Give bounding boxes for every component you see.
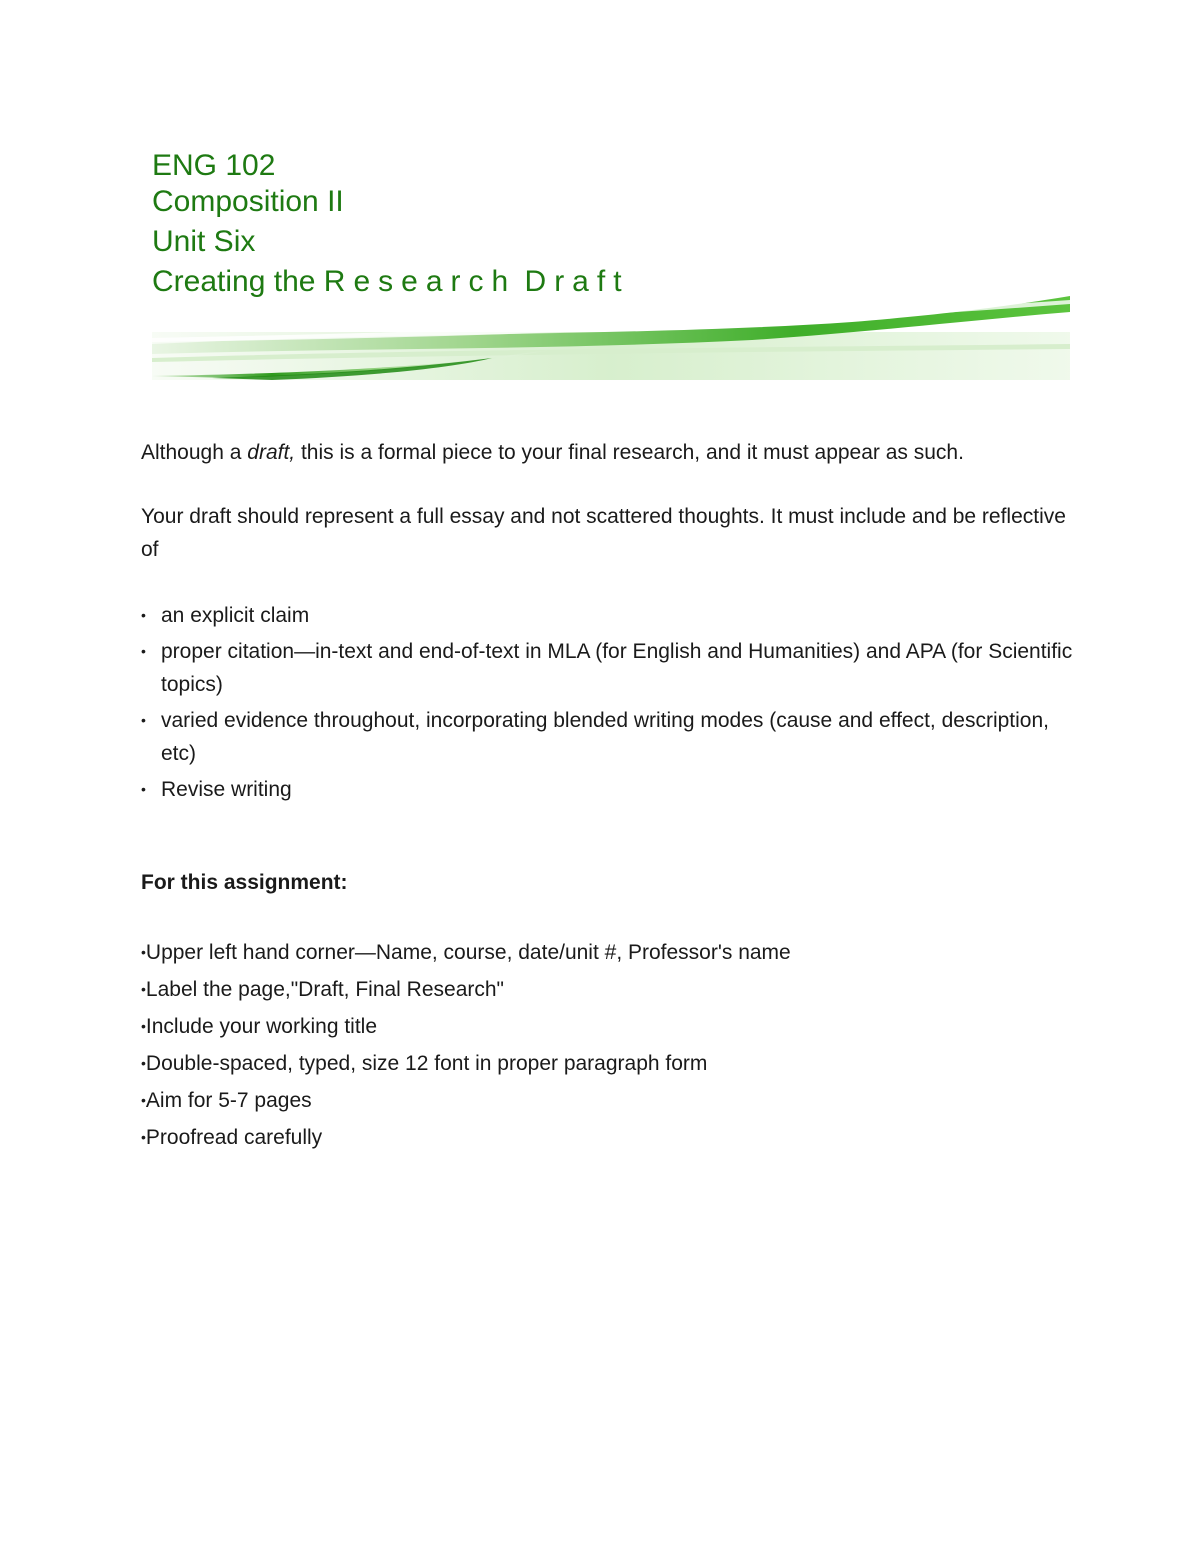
title-word-draft: Draft xyxy=(524,265,630,298)
green-swoosh-banner-icon xyxy=(152,292,1070,380)
bullet-icon: • xyxy=(141,1092,146,1108)
bullet-icon: • xyxy=(141,643,146,659)
bullet-icon: • xyxy=(141,1018,146,1034)
requirements-paragraph: Your draft should represent a full essay and not scattered thoughts. It must include and be reflective of xyxy=(141,505,1066,561)
requirements-list xyxy=(141,599,1081,806)
list-item: • varied evidence throughout, incorporating blended writing modes (cause and effect, description, etc) xyxy=(141,704,1081,770)
bullet-icon: • xyxy=(141,781,146,797)
list-item: •Double-spaced, typed, size 12 font in proper paragraph form xyxy=(141,1052,708,1075)
document-header xyxy=(152,148,630,300)
assignment-list xyxy=(141,934,1081,1156)
title-word-research: Research xyxy=(323,265,517,298)
assignment-heading: For this assignment: xyxy=(141,871,348,894)
list-item: •Include your working title xyxy=(141,1015,378,1038)
unit-label: Unit Six xyxy=(152,225,256,258)
title-prefix: Creating the xyxy=(152,265,316,298)
course-name: Composition II xyxy=(152,185,344,218)
list-item: • proper citation—in-text and end-of-text in MLA (for English and Humanities) and APA (for Scientific topics) xyxy=(141,635,1081,701)
list-item: • an explicit claim xyxy=(141,599,1081,632)
bullet-icon: • xyxy=(141,1055,146,1071)
document-body xyxy=(141,436,1081,1156)
bullet-icon: • xyxy=(141,1129,146,1145)
course-code: ENG 102 xyxy=(152,149,276,182)
bullet-icon: • xyxy=(141,607,146,623)
list-item: • Revise writing xyxy=(141,773,1081,806)
bullet-icon: • xyxy=(141,944,146,960)
draft-emphasis: draft, xyxy=(247,441,296,464)
bullet-icon: • xyxy=(141,712,146,728)
list-item: •Aim for 5-7 pages xyxy=(141,1089,312,1112)
intro-paragraph: Although a draft, this is a formal piece to your final research, and it must appear as such. xyxy=(141,441,964,464)
list-item: •Proofread carefully xyxy=(141,1126,323,1149)
bullet-icon: • xyxy=(141,981,146,997)
list-item: •Upper left hand corner—Name, course, date/unit #, Professor's name xyxy=(141,941,791,964)
list-item: •Label the page,"Draft, Final Research" xyxy=(141,978,505,1001)
